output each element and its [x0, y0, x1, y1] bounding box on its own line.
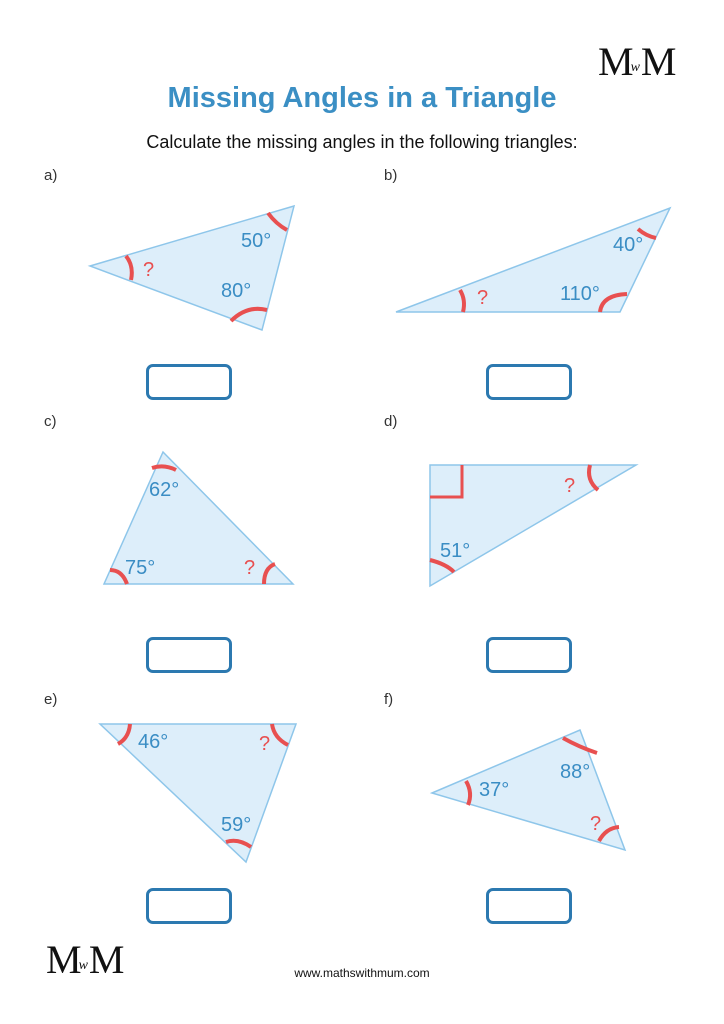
triangle-e: [100, 724, 296, 862]
angle-label-c2: 75°: [125, 557, 156, 579]
triangle-f: [432, 730, 625, 850]
logo-letter-m: M: [46, 937, 78, 982]
footer-website: www.mathswithmum.com: [294, 966, 430, 980]
logo-letter-m: M: [640, 39, 673, 84]
angle-label-a2: 80°: [221, 280, 252, 302]
question-label-f: f): [384, 691, 394, 708]
logo-letter-w: w: [630, 60, 640, 75]
angle-label-b1: 40°: [613, 234, 644, 256]
triangle-b: [396, 208, 670, 312]
triangle-a-shape: [90, 206, 294, 330]
answer-box-a[interactable]: [146, 364, 232, 400]
question-label-c: c): [44, 413, 57, 430]
logo-letter-w: w: [78, 958, 88, 973]
angle-label-e1: 46°: [138, 731, 169, 753]
angle-label-f2: 88°: [560, 761, 591, 783]
question-label-a: a): [44, 167, 58, 184]
triangle-a: [90, 206, 294, 330]
question-label-e: e): [44, 691, 58, 708]
angle-label-b2: 110°: [560, 283, 600, 305]
answer-box-b[interactable]: [486, 364, 572, 400]
angle-label-f1: 37°: [479, 779, 510, 801]
logo-letter-m: M: [88, 937, 121, 982]
angle-label-d2: ?: [564, 475, 576, 497]
answer-box-c[interactable]: [146, 637, 232, 673]
instructions: Calculate the missing angles in the following triangles:: [146, 132, 578, 152]
triangle-b-shape: [396, 208, 670, 312]
page-title: Missing Angles in a Triangle: [167, 82, 557, 114]
angle-label-f3: ?: [590, 813, 602, 835]
angle-label-e3: ?: [259, 733, 271, 755]
triangle-d: [430, 465, 636, 586]
angle-label-c3: ?: [244, 557, 256, 579]
question-label-b: b): [384, 167, 398, 184]
question-label-d: d): [384, 413, 398, 430]
angle-label-b3: ?: [477, 287, 489, 309]
logo-letter-m: M: [598, 39, 630, 84]
answer-box-f[interactable]: [486, 888, 572, 924]
angle-label-d1: 51°: [440, 540, 471, 562]
answer-box-d[interactable]: [486, 637, 572, 673]
angle-label-e2: 59°: [221, 814, 252, 836]
angle-label-a1: 50°: [241, 230, 272, 252]
triangle-c: [104, 452, 293, 584]
angle-label-a3: ?: [143, 259, 155, 281]
answer-box-e[interactable]: [146, 888, 232, 924]
angle-label-c1: 62°: [149, 479, 180, 501]
